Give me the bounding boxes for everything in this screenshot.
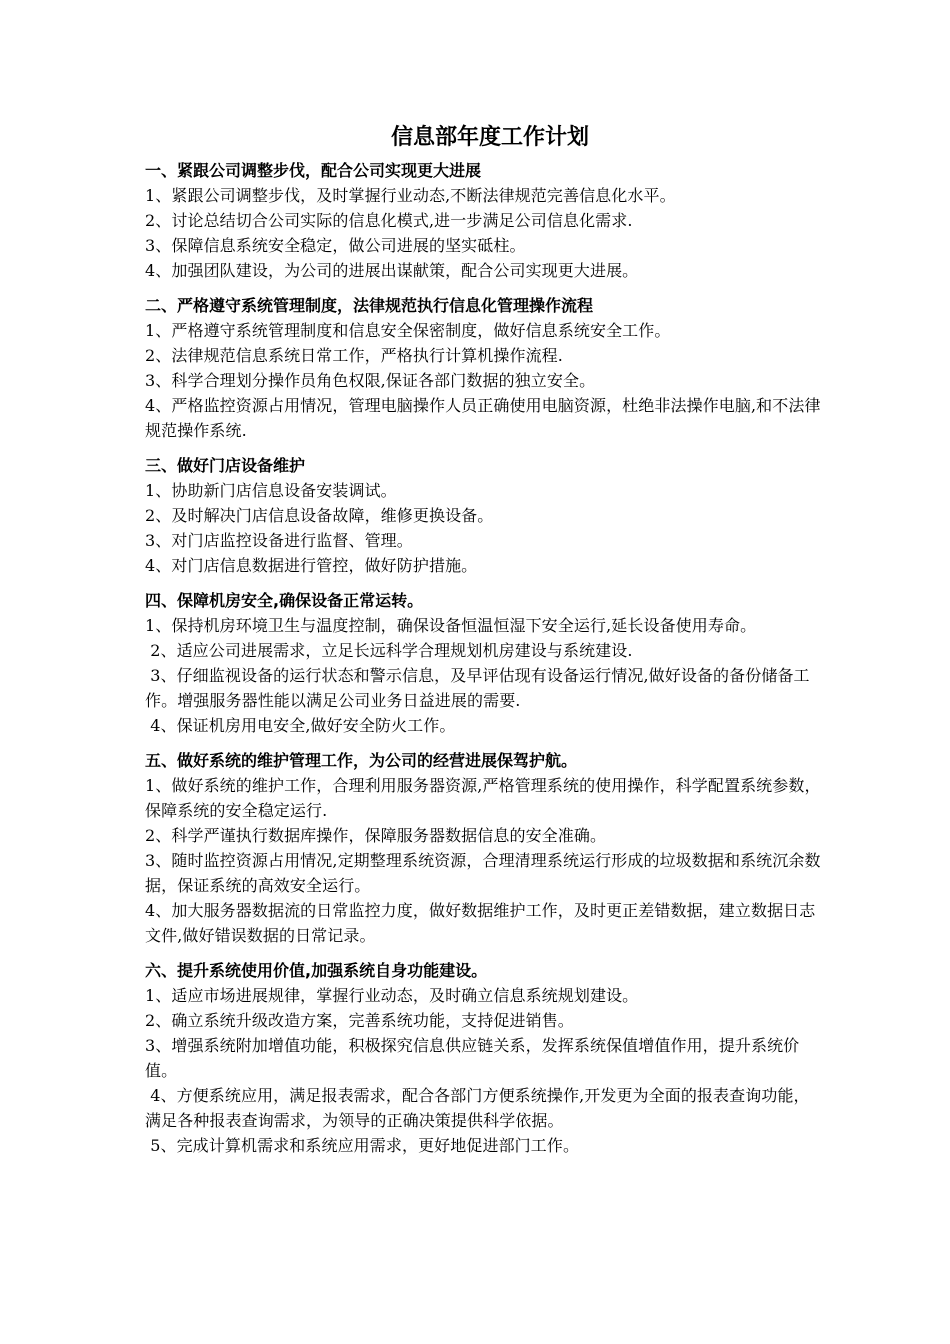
list-item: 1、严格遵守系统管理制度和信息安全保密制度，做好信息系统安全工作。 [145,321,671,340]
list-item: 2、法律规范信息系统日常工作，严格执行计算机操作流程. [145,346,563,365]
section-4 [145,588,825,738]
list-item: 2、确立系统升级改造方案，完善系统功能，支持促进销售。 [145,1011,574,1030]
list-item: 4、严格监控资源占用情况，管理电脑操作人员正确使用电脑资源，杜绝非法操作电脑,和不法律规范操作系统. [145,396,821,440]
section-heading: 一、紧跟公司调整步伐，配合公司实现更大进展 [145,161,482,180]
list-item: 1、紧跟公司调整步伐，及时掌握行业动态,不断法律规范完善信息化水平。 [145,186,676,205]
list-item: 4、加大服务器数据流的日常监控力度，做好数据维护工作，及时更正差错数据，建立数据日志文件,做好错误数据的日常记录。 [145,901,816,945]
section-heading: 二、严格遵守系统管理制度，法律规范执行信息化管理操作流程 [145,296,594,315]
list-item: 4、加强团队建设，为公司的进展出谋献策，配合公司实现更大进展。 [145,261,639,280]
section-2 [145,293,825,443]
page-title: 信息部年度工作计划 [390,124,589,150]
list-item: 3、增强系统附加增值功能，积极探究信息供应链关系，发挥系统保值增值作用，提升系统价值。 [145,1036,800,1080]
list-item: 4、对门店信息数据进行管控，做好防护措施。 [145,556,478,575]
list-item: 3、保障信息系统安全稳定，做公司进展的坚实砥柱。 [145,236,526,255]
list-item: 1、做好系统的维护工作，合理利用服务器资源,严格管理系统的使用操作，科学配置系统参数，保障系统的安全稳定运行. [145,776,821,820]
list-item: 3、仔细监视设备的运行状态和警示信息，及早评估现有设备运行情况,做好设备的备份储备工作。增强服务器性能以满足公司业务日益进展的需要. [145,666,810,710]
list-item: 2、科学严谨执行数据库操作，保障服务器数据信息的安全准确。 [145,826,607,845]
list-item: 1、保持机房环境卫生与温度控制，确保设备恒温恒湿下安全运行,延长设备使用寿命。 [145,616,757,635]
list-item: 2、及时解决门店信息设备故障，维修更换设备。 [145,506,494,525]
list-item: 2、适应公司进展需求，立足长远科学合理规划机房建设与系统建设. [145,641,633,660]
sections-container [145,158,825,1158]
section-5 [145,748,825,948]
section-heading: 三、做好门店设备维护 [145,456,306,475]
section-heading: 六、提升系统使用价值,加强系统自身功能建设。 [145,961,488,980]
section-1 [145,158,825,283]
list-item: 2、讨论总结切合公司实际的信息化模式,进一步满足公司信息化需求. [145,211,633,230]
section-6 [145,958,825,1158]
list-item: 3、随时监控资源占用情况,定期整理系统资源，合理清理系统运行形成的垃圾数据和系统沉余数据，保证系统的高效安全运行。 [145,851,821,895]
section-heading: 四、保障机房安全,确保设备正常运转。 [145,591,424,610]
list-item: 3、对门店监控设备进行监督、管理。 [145,531,413,550]
list-item: 5、完成计算机需求和系统应用需求，更好地促进部门工作。 [145,1136,580,1155]
list-item: 4、方便系统应用，满足报表需求，配合各部门方便系统操作,开发更为全面的报表查询功能，满足各种报表查询需求，为领导的正确决策提供科学依据。 [145,1086,810,1130]
section-heading: 五、做好系统的维护管理工作，为公司的经营进展保驾护航。 [145,751,578,770]
list-item: 1、适应市场进展规律，掌握行业动态，及时确立信息系统规划建设。 [145,986,639,1005]
list-item: 4、保证机房用电安全,做好安全防火工作。 [145,716,456,735]
list-item: 1、协助新门店信息设备安装调试。 [145,481,397,500]
document-page [145,120,825,1168]
section-3 [145,453,825,578]
list-item: 3、科学合理划分操作员角色权限,保证各部门数据的独立安全。 [145,371,596,390]
